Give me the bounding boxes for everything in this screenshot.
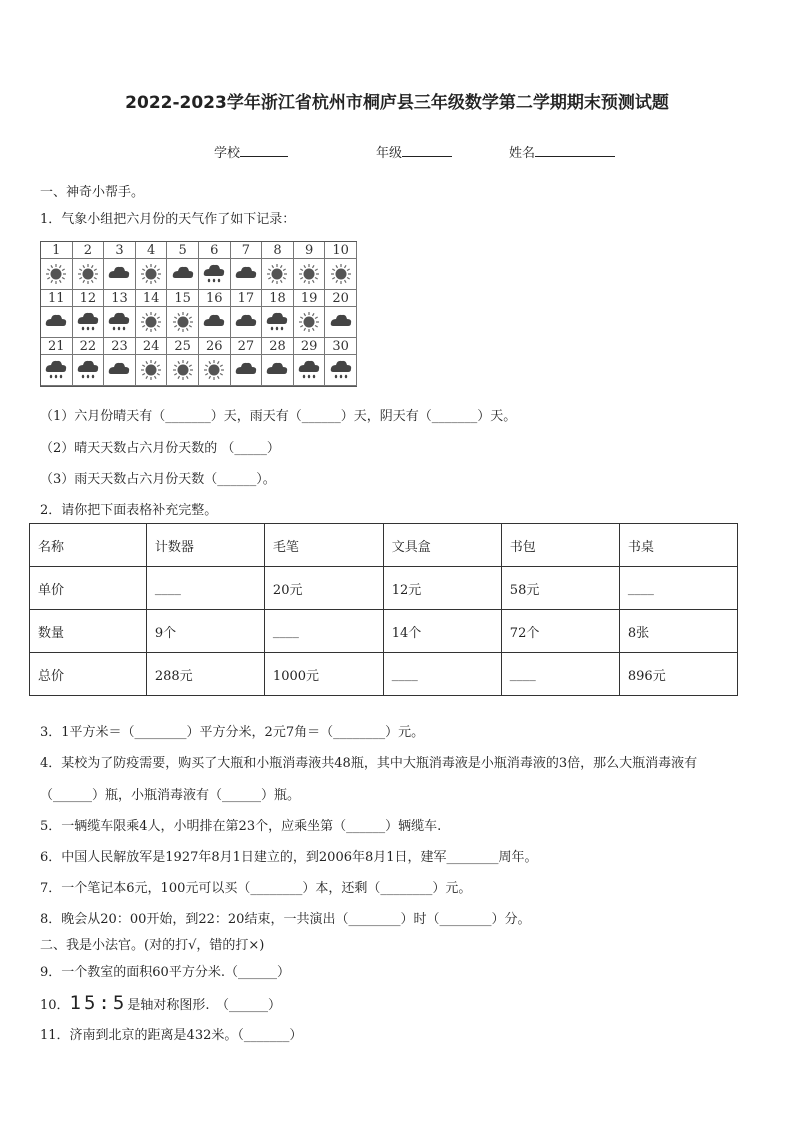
table-cell: 12元 bbox=[383, 567, 501, 610]
calendar-day-number: 13 bbox=[104, 290, 136, 307]
question-1-part-1: （1）六月份晴天有（_______）天，雨天有（______）天，阴天有（_______）天。 bbox=[40, 409, 517, 424]
question-9: 9．一个教室的面积60平方分米.（______） bbox=[40, 965, 290, 980]
table-cell: 毛笔 bbox=[264, 524, 383, 567]
calendar-weather-cell bbox=[73, 355, 105, 386]
page-title: 2022-2023学年浙江省杭州市桐庐县三年级数学第二学期期末预测试题 bbox=[125, 93, 669, 113]
cloud-icon bbox=[329, 311, 353, 333]
calendar-weather-cell bbox=[325, 355, 357, 386]
rain-icon bbox=[202, 263, 226, 285]
question-7: 7．一个笔记本6元，100元可以买（________）本，还剩（________）元。 bbox=[40, 881, 472, 896]
calendar-day-number: 19 bbox=[294, 290, 326, 307]
grade-field[interactable] bbox=[376, 142, 452, 161]
calendar-weather-cell bbox=[41, 307, 73, 338]
calendar-day-number: 28 bbox=[262, 338, 294, 355]
calendar-day-number: 26 bbox=[199, 338, 231, 355]
table-cell[interactable]: ____ bbox=[264, 610, 383, 653]
table-cell: 单价 bbox=[30, 567, 147, 610]
calendar-day-number: 10 bbox=[325, 242, 357, 259]
calendar-weather-cell bbox=[262, 355, 294, 386]
calendar-weather-cell bbox=[199, 307, 231, 338]
calendar-day-number: 30 bbox=[325, 338, 357, 355]
calendar-day-number: 8 bbox=[262, 242, 294, 259]
calendar-day-number: 18 bbox=[262, 290, 294, 307]
cloud-icon bbox=[44, 311, 68, 333]
calendar-day-number: 27 bbox=[231, 338, 263, 355]
cloud-icon bbox=[234, 359, 258, 381]
sun-icon bbox=[44, 263, 68, 285]
calendar-weather-cell bbox=[199, 259, 231, 290]
rain-icon bbox=[107, 311, 131, 333]
calendar-day-number: 22 bbox=[73, 338, 105, 355]
question-4-line-1: 4．某校为了防疫需要，购买了大瓶和小瓶消毒液共48瓶，其中大瓶消毒液是小瓶消毒液的3倍，那么大瓶消毒液有 bbox=[40, 756, 698, 771]
calendar-weather-cell bbox=[231, 355, 263, 386]
table-row bbox=[30, 653, 738, 696]
cloud-icon bbox=[234, 263, 258, 285]
section-2-heading: 二、我是小法官。(对的打√，错的打×) bbox=[40, 938, 265, 953]
calendar-day-number: 25 bbox=[167, 338, 199, 355]
sun-icon bbox=[139, 359, 163, 381]
calendar-day-number: 1 bbox=[41, 242, 73, 259]
question-11: 11．济南到北京的距离是432米。（_______） bbox=[40, 1028, 303, 1043]
rain-icon bbox=[297, 359, 321, 381]
sun-icon bbox=[297, 311, 321, 333]
calendar-day-number: 20 bbox=[325, 290, 357, 307]
table-cell: 数量 bbox=[30, 610, 147, 653]
calendar-day-number: 24 bbox=[136, 338, 168, 355]
table-cell: 20元 bbox=[264, 567, 383, 610]
table-row bbox=[30, 610, 738, 653]
cloud-icon bbox=[202, 311, 226, 333]
table-row bbox=[30, 567, 738, 610]
school-field[interactable] bbox=[214, 142, 288, 161]
table-cell[interactable]: ____ bbox=[146, 567, 264, 610]
sun-icon bbox=[329, 263, 353, 285]
calendar-weather-cell bbox=[104, 307, 136, 338]
table-cell: 总价 bbox=[30, 653, 147, 696]
name-label: 姓名 bbox=[509, 146, 536, 161]
calendar-weather-cell bbox=[294, 307, 326, 338]
calendar-weather-cell bbox=[41, 355, 73, 386]
table-cell: 8张 bbox=[619, 610, 737, 653]
table-cell: 1000元 bbox=[264, 653, 383, 696]
sun-icon bbox=[265, 263, 289, 285]
calendar-weather-cell bbox=[262, 307, 294, 338]
cloud-icon bbox=[107, 359, 131, 381]
table-cell: 288元 bbox=[146, 653, 264, 696]
school-label: 学校 bbox=[214, 146, 241, 161]
question-10-number: 10． bbox=[40, 998, 70, 1013]
calendar-weather-cell bbox=[73, 307, 105, 338]
calendar-day-number: 12 bbox=[73, 290, 105, 307]
calendar-weather-cell bbox=[294, 259, 326, 290]
calendar-weather-cell bbox=[167, 259, 199, 290]
table-cell: 计数器 bbox=[146, 524, 264, 567]
calendar-weather-cell bbox=[104, 355, 136, 386]
table-cell: 896元 bbox=[619, 653, 737, 696]
calendar-day-number: 23 bbox=[104, 338, 136, 355]
weather-calendar bbox=[40, 241, 357, 387]
cloud-icon bbox=[234, 311, 258, 333]
calendar-weather-cell bbox=[231, 307, 263, 338]
calendar-weather-cell bbox=[262, 259, 294, 290]
calendar-weather-cell bbox=[325, 259, 357, 290]
calendar-day-number: 3 bbox=[104, 242, 136, 259]
calendar-weather-cell bbox=[325, 307, 357, 338]
table-cell: 9个 bbox=[146, 610, 264, 653]
question-10 bbox=[40, 992, 281, 1014]
sun-icon bbox=[76, 263, 100, 285]
question-3: 3．1平方米＝（________）平方分米，2元7角＝（________）元。 bbox=[40, 725, 425, 740]
rain-icon bbox=[76, 311, 100, 333]
sun-icon bbox=[171, 311, 195, 333]
digital-clock-digits: 15:5 bbox=[69, 992, 128, 1014]
rain-icon bbox=[329, 359, 353, 381]
table-cell[interactable]: ____ bbox=[501, 653, 619, 696]
table-cell: 名称 bbox=[30, 524, 147, 567]
price-table bbox=[29, 523, 738, 696]
calendar-day-number: 2 bbox=[73, 242, 105, 259]
calendar-day-number: 15 bbox=[167, 290, 199, 307]
calendar-day-number: 9 bbox=[294, 242, 326, 259]
question-1-part-2: （2）晴天天数占六月份天数的 （_____） bbox=[40, 441, 280, 456]
rain-icon bbox=[76, 359, 100, 381]
table-cell: 14个 bbox=[383, 610, 501, 653]
calendar-weather-cell bbox=[231, 259, 263, 290]
cloud-icon bbox=[107, 263, 131, 285]
cloud-icon bbox=[265, 359, 289, 381]
question-10-text: 是轴对称图形. （______） bbox=[127, 998, 281, 1013]
table-row bbox=[30, 524, 738, 567]
sun-icon bbox=[171, 359, 195, 381]
calendar-weather-cell bbox=[199, 355, 231, 386]
calendar-day-number: 11 bbox=[41, 290, 73, 307]
name-field[interactable] bbox=[509, 142, 615, 161]
calendar-weather-cell bbox=[104, 259, 136, 290]
question-5: 5．一辆缆车限乘4人，小明排在第23个，应乘坐第（______）辆缆车. bbox=[40, 819, 442, 834]
calendar-weather-cell bbox=[294, 355, 326, 386]
calendar-weather-cell bbox=[167, 307, 199, 338]
calendar-day-number: 14 bbox=[136, 290, 168, 307]
table-cell[interactable]: ____ bbox=[383, 653, 501, 696]
calendar-day-number: 16 bbox=[199, 290, 231, 307]
calendar-day-number: 6 bbox=[199, 242, 231, 259]
question-8: 8．晚会从20：00开始，到22：20结束，一共演出（________）时（________）分。 bbox=[40, 912, 531, 927]
calendar-weather-cell bbox=[136, 307, 168, 338]
sun-icon bbox=[139, 263, 163, 285]
sun-icon bbox=[139, 311, 163, 333]
section-1-heading: 一、神奇小帮手。 bbox=[40, 185, 145, 200]
table-cell: 书包 bbox=[501, 524, 619, 567]
table-cell: 书桌 bbox=[619, 524, 737, 567]
calendar-weather-cell bbox=[41, 259, 73, 290]
question-1-part-3: （3）雨天天数占六月份天数（______）。 bbox=[40, 472, 276, 487]
rain-icon bbox=[44, 359, 68, 381]
question-4-line-2: （______）瓶，小瓶消毒液有（______）瓶。 bbox=[40, 788, 301, 803]
calendar-day-number: 5 bbox=[167, 242, 199, 259]
calendar-day-number: 21 bbox=[41, 338, 73, 355]
calendar-day-number: 4 bbox=[136, 242, 168, 259]
calendar-day-number: 7 bbox=[231, 242, 263, 259]
calendar-day-number: 29 bbox=[294, 338, 326, 355]
sun-icon bbox=[297, 263, 321, 285]
table-cell[interactable]: ____ bbox=[619, 567, 737, 610]
question-6: 6．中国人民解放军是1927年8月1日建立的，到2006年8月1日，建军________周年。 bbox=[40, 850, 538, 865]
table-cell: 72个 bbox=[501, 610, 619, 653]
question-2-stem: 2．请你把下面表格补充完整。 bbox=[40, 503, 218, 518]
question-1-stem: 1．气象小组把六月份的天气作了如下记录： bbox=[40, 212, 296, 227]
calendar-weather-cell bbox=[73, 259, 105, 290]
sun-icon bbox=[202, 359, 226, 381]
calendar-weather-cell bbox=[167, 355, 199, 386]
calendar-day-number: 17 bbox=[231, 290, 263, 307]
cloud-icon bbox=[171, 263, 195, 285]
grade-label: 年级 bbox=[376, 146, 403, 161]
calendar-weather-cell bbox=[136, 259, 168, 290]
rain-icon bbox=[265, 311, 289, 333]
table-cell: 文具盒 bbox=[383, 524, 501, 567]
table-cell: 58元 bbox=[501, 567, 619, 610]
calendar-weather-cell bbox=[136, 355, 168, 386]
